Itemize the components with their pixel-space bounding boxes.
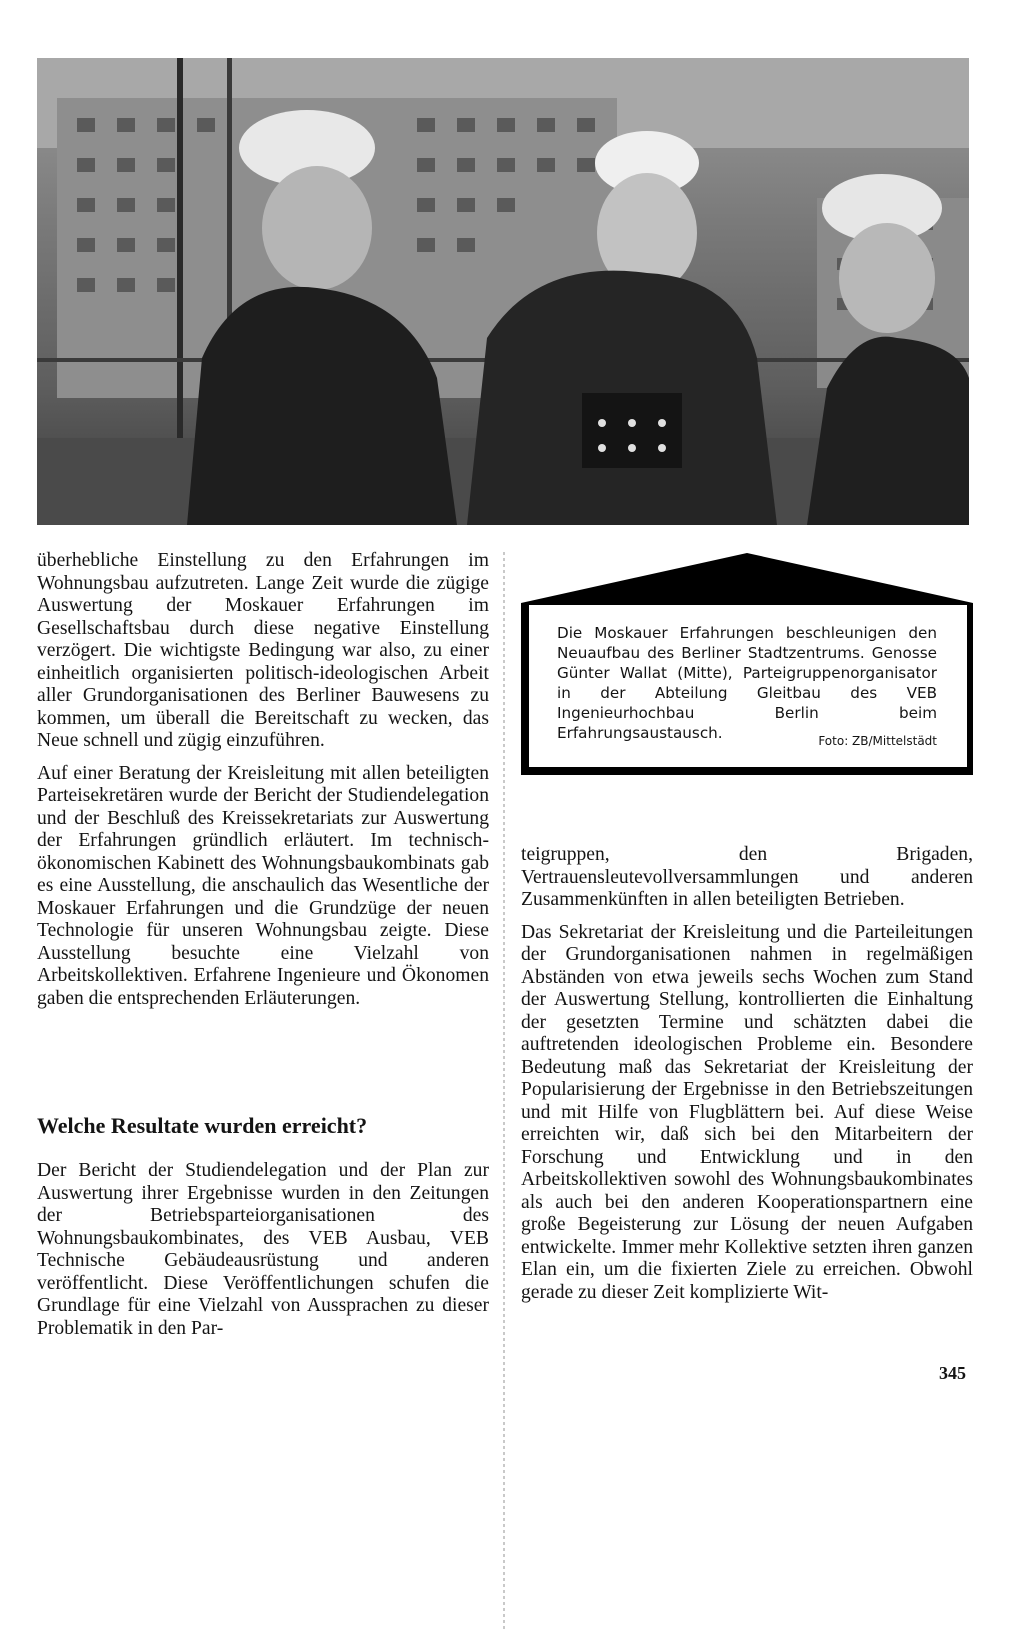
right-column <box>521 844 973 1304</box>
right-paragraph-1: teigruppen, den Brigaden, Vertrauensleutevollversammlungen und anderen Zusammenkünften in allen beteiligten Betrieben. <box>521 844 973 910</box>
column-divider <box>503 552 505 1630</box>
section-heading: Welche Resultate wurden erreicht? <box>37 1113 368 1138</box>
caption-text: Die Moskauer Erfahrungen beschleunigen den Neuaufbau des Berliner Stadtzentrums. Genosse Günter Wallat (Mitte), Parteigruppenorganisator in der Abteilung Gleitbau des VEB Ingenieurhochbau Berlin beim Erfahrungsaustausch. <box>557 624 937 742</box>
left-column <box>37 550 489 1010</box>
right-paragraph-2: Das Sekretariat der Kreisleitung und die Parteileitungen der Grundorganisationen nahmen in regelmäßigen Abständen von etwa jeweils sechs Wochen zum Stand der Auswertung Stellung, kontrollierten die Einhaltung der gesetzten Termine und schätzten dabei die auftretenden ideologischen Probleme ein. Besondere Bedeutung maß das Sekretariat der Kreisleitung der Popularisierung der Ergebnisse in den Betriebszeitungen und mit Hilfe von Flugblättern bei. Auf diese Weise erreichten wir, daß sich bei den Mitarbeitern der Forschung und Entwicklung und in den Arbeitskollektiven sowohl des Wohnungsbaukombinates als auch bei den anderen Kooperationspartnern eine große Begeisterung zur Lösung der neuen Aufgaben entwickelte. Immer mehr Kollektive setzten ihren ganzen Elan ein, um die fixierten Ziele zu erreichen. Obwohl gerade zu dieser Zeit komplizierte Wit- <box>521 921 973 1303</box>
page-number: 345 <box>939 1363 966 1383</box>
caption-text-block <box>557 623 937 749</box>
left-paragraph-3: Der Bericht der Studiendelegation und der Plan zur Auswertung ihrer Ergebnisse wurden in den Zeitungen der Betriebsparteiorganisationen des Wohnungsbaukombinates, des VEB Ausbau, VEB Technische Gebäudeausrüstung und anderen veröffentlicht. Diese Veröffentlichungen schufen die Grundlage für eine Vielzahl von Aussprachen zu dieser Problematik in den Par- <box>37 1160 489 1339</box>
left-column-bottom <box>37 1160 489 1340</box>
photo-construction-workers-icon <box>37 58 969 525</box>
left-paragraph-2: Auf einer Beratung der Kreisleitung mit allen beteiligten Parteisekretären wurde der Bericht der Studiendelegation und der Beschluß des Kreissekretariats zur Auswertung der Erfahrungen gründlich erläutert. Im technisch-ökonomischen Kabinett des Wohnungsbaukombinats gab es eine Ausstellung, die anschaulich das Wesentliche der Moskauer Erfahrungen und die Grundzüge der neuen Technologie für unseren Wohnungsbau zeigte. Diese Ausstellung besuchte eine Vielzahl von Arbeitskollektiven. Erfahrene Ingenieure und Ökonomen gaben die entsprechenden Erläuterungen. <box>37 762 489 1009</box>
photo-credit: Foto: ZB/Mittelstädt <box>818 734 937 748</box>
photo-caption-box <box>517 551 977 777</box>
photograph <box>37 58 969 525</box>
left-paragraph-1: überhebliche Einstellung zu den Erfahrungen im Wohnungsbau aufzutreten. Lange Zeit wurde die zügige Auswertung der Moskauer Erfahrungen im Gesellschaftsbau durch diese negative Einstellung verzögert. Die wichtigste Bedingung war also, zu einer einheitlich organisierten politisch-ideologischen Arbeit aller Grundorganisationen des Berliner Bauwesens zu kommen, um überall die Bereitschaft zu wecken, das Neue schnell und zügig einzuführen. <box>37 550 489 751</box>
